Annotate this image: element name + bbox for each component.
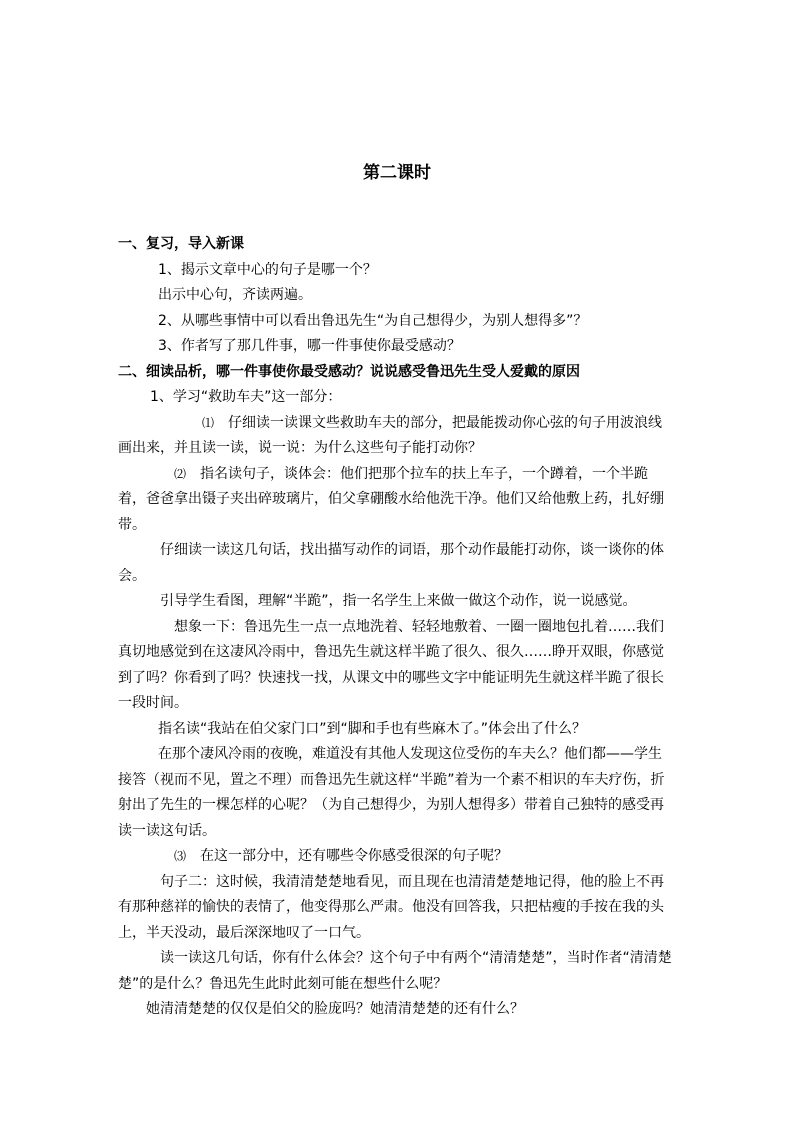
paragraph-8-text: 在这一部分中，还有哪些令你感受很深的句子呢？ <box>200 848 509 864</box>
paragraph-2-number: ⑵ <box>174 466 187 481</box>
paragraph-2 <box>118 462 674 539</box>
review-note-1: 出示中心句，齐读两遍。 <box>158 287 312 303</box>
paragraph-1-number: ⑴ <box>202 415 215 430</box>
page-title: 第二课时 <box>363 163 431 183</box>
document-body <box>118 232 674 1023</box>
paragraph-10: 读一读这几句话，你有什么体会？这个句子中有两个“清清楚楚”，当时作者“清清楚楚”的是什么？鲁迅先生此时此刻可能在想些什么呢？ <box>118 950 672 992</box>
paragraph-8-number: ⑶ <box>174 849 187 863</box>
study-item-1: 1、学习“救助车夫”这一部分： <box>150 389 342 405</box>
review-question-3: 3、作者写了那几件事，哪一件事使你最受感动？ <box>158 338 461 354</box>
paragraph-8 <box>118 844 674 870</box>
paragraph-4: 引导学生看图，理解“半跪”，指一名学生上来做一做这个动作，说一说感觉。 <box>160 593 637 609</box>
paragraph-7: 在那个凄风冷雨的夜晚，难道没有其他人发现这位受伤的车夫么？他们都——学生接答（视而不见，置之不理）而鲁迅先生就这样“半跪”着为一个素不相识的车夫疗伤，折射出了先生的一棵怎样的心呢？（为自己想得少，为别人想得多）带着自己独特的感受再读一读这句话。 <box>118 746 665 839</box>
section2-heading: 二、细读品析，哪一件事使你最受感动？说说感受鲁迅先生受人爱戴的原因 <box>118 363 580 380</box>
paragraph-11: 她清清楚楚的仅仅是伯父的脸庞吗？她清清楚楚的还有什么？ <box>146 1001 524 1017</box>
paragraph-2-text: 指名读句子，谈体会：他们把那个拉车的扶上车子，一个蹲着，一个半跪着，爸爸拿出镊子夹出碎玻璃片，伯父拿硼酸水给他洗干净。他们又给他敷上药，扎好绷带。 <box>118 465 664 533</box>
paragraph-1-text: 仔细读一读课文些救助车夫的部分，把最能拨动你心弦的句子用波浪线画出来，并且读一读，说一说：为什么这些句子能打动你？ <box>118 414 663 456</box>
review-question-1: 1、揭示文章中心的句子是哪一个？ <box>158 261 377 278</box>
review-question-2: 2、从哪些事情中可以看出鲁迅先生“为自己想得少，为别人想得多”？ <box>158 312 588 329</box>
paragraph-1 <box>118 411 674 462</box>
paragraph-3: 仔细读一读这几句话，找出描写动作的词语，那个动作最能打动你，谈一谈你的体会。 <box>118 542 664 584</box>
section1-heading: 一、复习，导入新课 <box>118 236 244 252</box>
paragraph-9: 句子二：这时候，我清清楚楚地看见，而且现在也清清楚楚地记得，他的脸上不再有那种慈祥的愉快的表情了，他变得那么严肃。他没有回答我，只把枯瘦的手按在我的头上，半天没动，最后深深地叹了一口气。 <box>118 873 664 941</box>
paragraph-6: 指名读“我站在伯父家门口”到“脚和手也有些麻木了。”体会出了什么？ <box>158 720 587 737</box>
paragraph-5: 想象一下：鲁迅先生一点一点地洗着、轻轻地敷着、一圈一圈地包扎着……我们真切地感觉到在这凄风冷雨中，鲁迅先生就这样半跪了很久、很久……睁开双眼，你感觉到了吗？你看到了吗？快速找一找，从课文中的哪些文字中能证明先生就这样半跪了很长一段时间。 <box>118 618 664 711</box>
